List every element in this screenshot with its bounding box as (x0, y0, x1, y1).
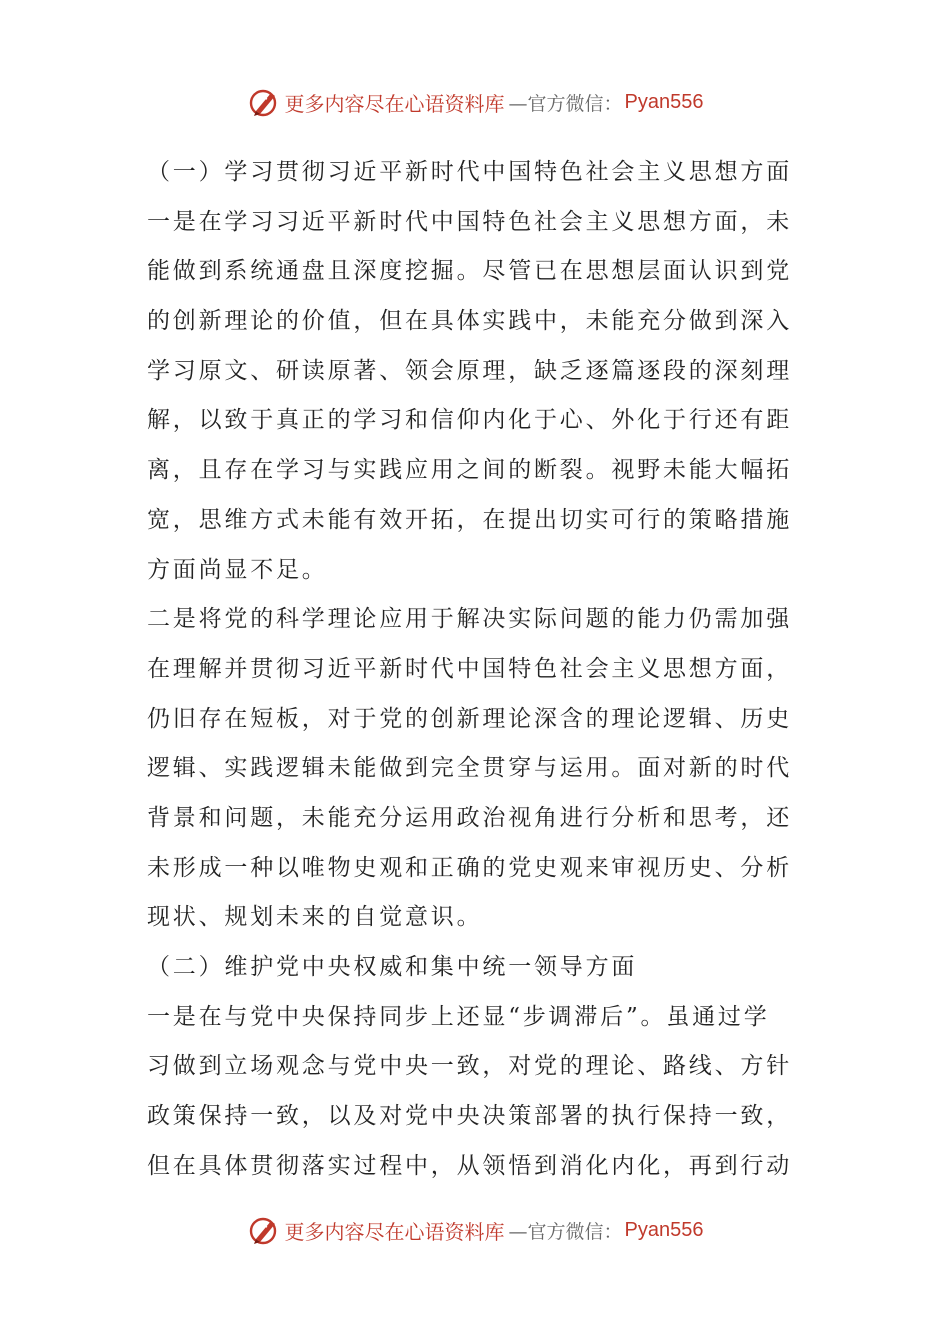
paragraph-line: 宽，思维方式未能有效开拓，在提出切实可行的策略措施 (147, 506, 792, 533)
paragraph-line: 习做到立场观念与党中央一致，对党的理论、路线、方针 (147, 1053, 792, 1080)
header-watermark (0, 84, 950, 120)
paragraph-line: 现状、规划未来的自觉意识。 (147, 904, 483, 931)
paragraph-line: 方面尚显不足。 (147, 556, 328, 583)
watermark-wechat-label: —官方微信： (508, 1220, 623, 1243)
watermark-wechat-label: —官方微信： (508, 92, 623, 115)
pen-logo-icon (247, 85, 281, 119)
paragraph-line: 但在具体贯彻落实过程中，从领悟到消化内化，再到行动 (147, 1152, 792, 1179)
pen-logo-icon (247, 1213, 281, 1247)
paragraph-line: 背景和问题，未能充分运用政治视角进行分析和思考，还 (147, 804, 792, 831)
paragraph-line: 的创新理论的价值，但在具体实践中，未能充分做到深入 (147, 308, 792, 335)
heading-section-1: （一）学习贯彻习近平新时代中国特色社会主义思想方面 (147, 159, 792, 185)
paragraph-line: 一是在学习习近平新时代中国特色社会主义思想方面，未 (147, 208, 792, 235)
document-body (147, 148, 807, 1191)
paragraph-line: 未形成一种以唯物史观和正确的党史观来审视历史、分析 (147, 854, 792, 881)
paragraph-line: 仍旧存在短板，对于党的创新理论深含的理论逻辑、历史 (147, 705, 792, 732)
paragraph-line: 在理解并贯彻习近平新时代中国特色社会主义思想方面， (147, 655, 792, 682)
paragraph-line: 离，且存在学习与实践应用之间的断裂。视野未能大幅拓 (147, 457, 792, 484)
watermark-wechat-id: Pyan556 (624, 1218, 704, 1241)
paragraph-line: 二是将党的科学理论应用于解决实际问题的能力仍需加强 (147, 606, 792, 633)
paragraph-line: 学习原文、研读原著、领会原理，缺乏逐篇逐段的深刻理 (147, 357, 792, 384)
paragraph-line: 一是在与党中央保持同步上还显“步调滞后”。虽通过学 (147, 1003, 770, 1030)
watermark-site-text: 更多内容尽在心语资料库 (284, 1219, 505, 1244)
paragraph-line: 能做到系统通盘且深度挖掘。尽管已在思想层面认识到党 (147, 258, 792, 285)
paragraph-line: 政策保持一致，以及对党中央决策部署的执行保持一致， (147, 1103, 792, 1130)
watermark-site-text: 更多内容尽在心语资料库 (284, 91, 505, 116)
heading-section-2: （二）维护党中央权威和集中统一领导方面 (147, 954, 638, 980)
watermark-wechat-id: Pyan556 (624, 90, 704, 113)
paragraph-line: 解，以致于真正的学习和信仰内化于心、外化于行还有距 (147, 407, 792, 434)
footer-watermark (0, 1212, 950, 1248)
paragraph-line: 逻辑、实践逻辑未能做到完全贯穿与运用。面对新的时代 (147, 755, 792, 782)
